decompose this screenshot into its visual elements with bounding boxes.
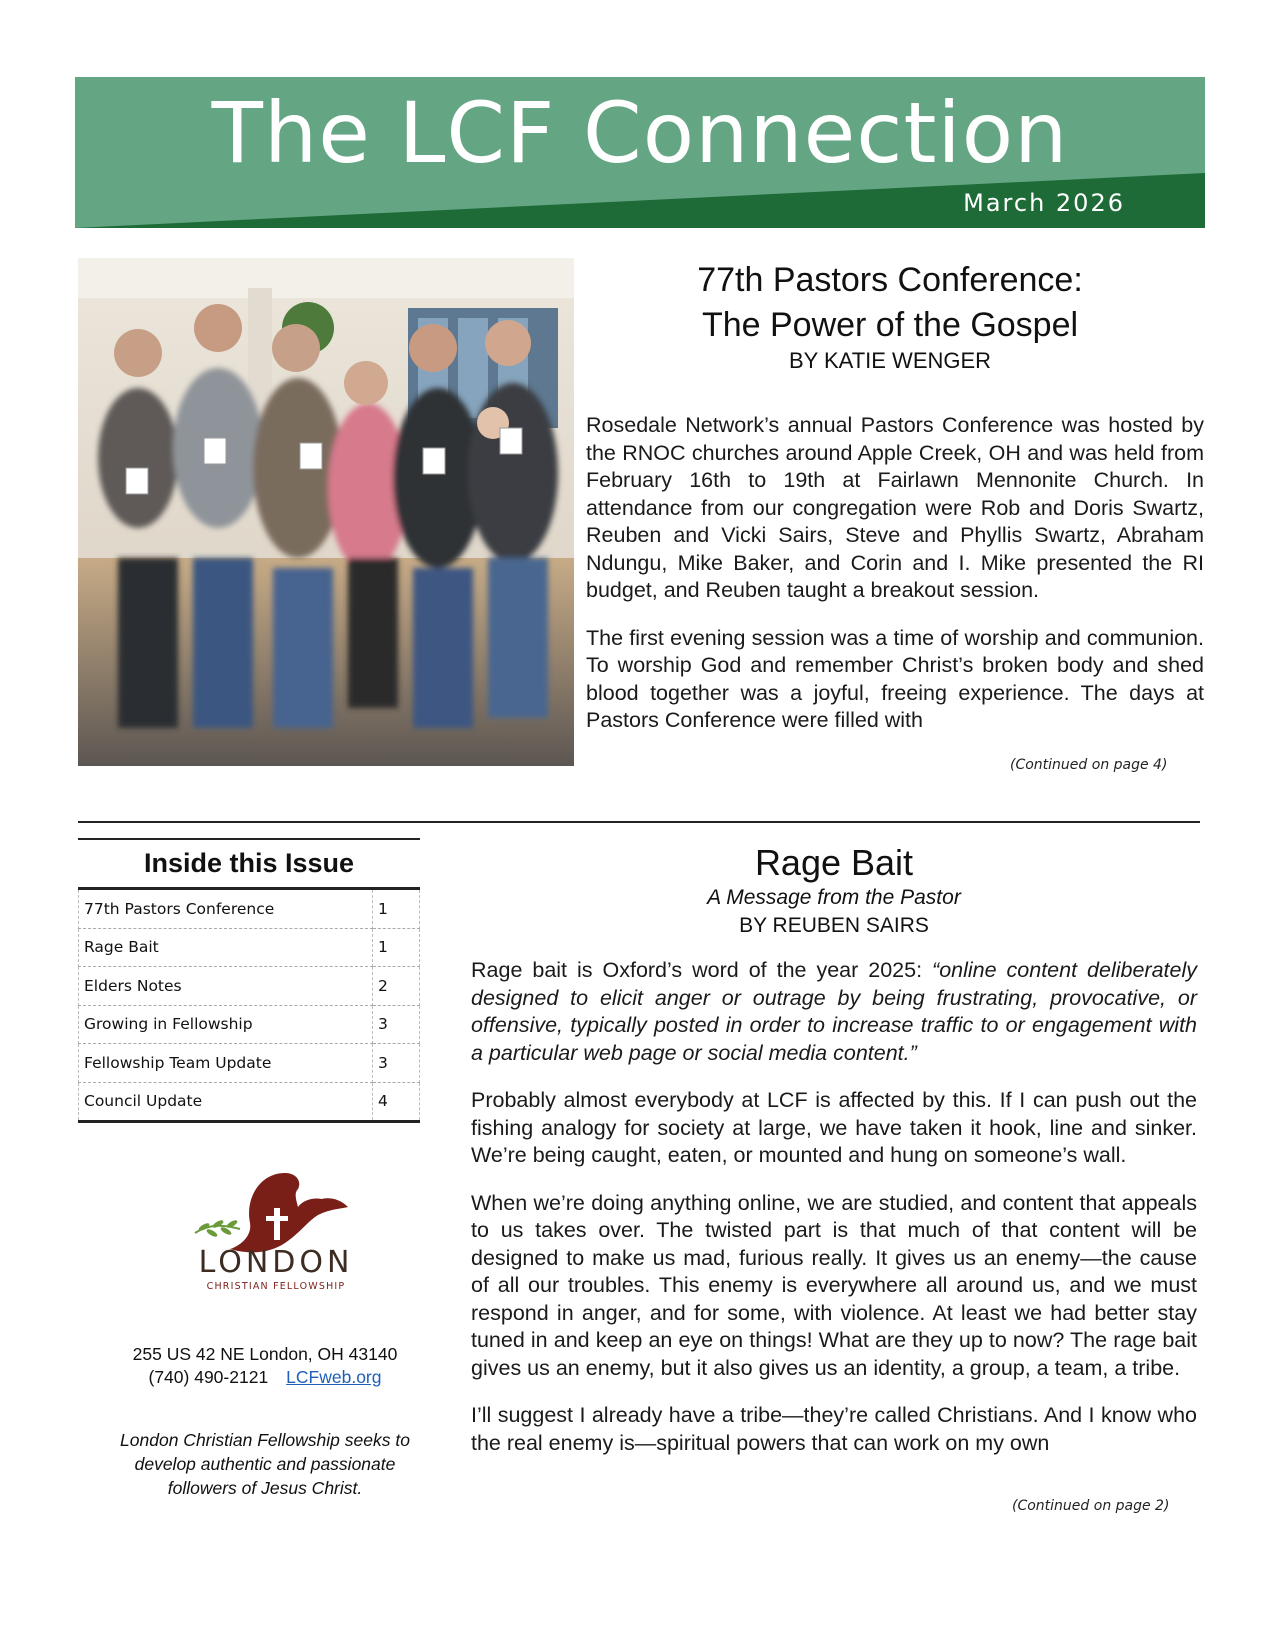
conference-group-photo [78, 258, 574, 766]
toc-row[interactable] [79, 967, 420, 1006]
article-subtitle: A Message from the Pastor [707, 886, 961, 909]
continued-note: (Continued on page 2) [1012, 1498, 1170, 1514]
article-paragraph: Rosedale Network’s annual Pastors Conference was hosted by the RNOC churches around Apple Creek, OH and was held from February 16th to 19th at Fairlawn Mennonite Church. In attendance from our congregation were Rob and Doris Swartz, Reuben and Vicki Sairs, Steve and Phyllis Swartz, Abraham Ndungu, Mike Baker, and Corin and I. Mike presented the RI budget, and Reuben taught a breakout session. [586, 413, 1204, 602]
toc-row[interactable] [79, 1044, 420, 1083]
article-paragraph: Probably almost everybody at LCF is affected by this. If I can push out the fishing analogy for society at large, we have taken it hook, line and sinker. We’re being caught, eaten, or mounted and hung on someone’s wall. [471, 1088, 1197, 1167]
article-pastors-conference-body [586, 412, 1204, 755]
toc-row[interactable] [79, 890, 420, 928]
toc-title: Inside this Issue [78, 838, 420, 890]
toc-item-page: 3 [373, 1044, 420, 1083]
toc-item-page: 3 [373, 1005, 420, 1044]
toc-row[interactable] [79, 1005, 420, 1044]
mission-statement: London Christian Fellowship seeks to develop authentic and passionate followers of Jesus Christ. [120, 1430, 410, 1498]
phone-number: (740) 490-2121 [148, 1367, 269, 1387]
street-address: 255 US 42 NE London, OH 43140 [132, 1344, 398, 1364]
article-byline: BY KATIE WENGER [788, 348, 992, 373]
continued-note: (Continued on page 4) [1010, 757, 1168, 773]
toc-item-page: 1 [373, 890, 420, 928]
article-paragraph: When we’re doing anything online, we are studied, and content that appeals to us takes over. The twisted part is that much of that content will be designed to make us mad, furious really. It gives us an enemy—the cause of all our troubles. This enemy is everywhere all around us, and we must respond in anger, and for some, with violence. At least we had better stay tuned in and keep an eye on things! What are they up to now? The rage bait gives us an enemy, but it also gives us an identity, a group, a team, a tribe. [471, 1190, 1197, 1380]
inside-this-issue [78, 838, 420, 1123]
toc-row[interactable] [79, 928, 420, 967]
toc-item-page: 4 [373, 1082, 420, 1122]
article-paragraph [471, 957, 1197, 1067]
masthead [75, 77, 1205, 228]
article-title-line2: The Power of the Gospel [701, 306, 1079, 344]
toc-item-label: 77th Pastors Conference [79, 890, 373, 928]
website-link[interactable]: LCFweb.org [286, 1367, 382, 1387]
logo-name: LONDON [198, 1245, 354, 1280]
article-paragraph: The first evening session was a time of worship and communion. To worship God and remember Christ’s broken body and shed blood together was a joyful, freeing experience. The days at Pastors Conference were filled with [586, 625, 1204, 732]
toc-table [78, 890, 420, 1123]
newsletter-title: The LCF Connection [211, 84, 1069, 182]
article-pastors-conference-header [595, 258, 1185, 374]
article-title [595, 258, 1185, 348]
article-paragraph: I’ll suggest I already have a tribe—they’re called Christians. And I know who the real enemy is—spiritual powers that can work on my own [471, 1403, 1197, 1455]
phone-website-line [100, 1366, 430, 1389]
toc-item-label: Fellowship Team Update [79, 1044, 373, 1083]
contact-info [100, 1343, 430, 1389]
logo-wordmark [170, 1245, 382, 1292]
article-byline: BY REUBEN SAIRS [739, 914, 929, 937]
paragraph-lead: Rage bait is Oxford’s word of the year 2025: [471, 958, 933, 982]
issue-date: March 2026 [963, 189, 1125, 217]
toc-row[interactable] [79, 1082, 420, 1122]
article-title: Rage Bait [754, 842, 914, 883]
toc-item-label: Elders Notes [79, 967, 373, 1006]
toc-item-page: 1 [373, 928, 420, 967]
toc-item-label: Council Update [79, 1082, 373, 1122]
article-rage-bait-body [471, 957, 1197, 1477]
toc-item-page: 2 [373, 967, 420, 1006]
logo-tagline: CHRISTIAN FELLOWSHIP [206, 1281, 346, 1292]
article-title-line1: 77th Pastors Conference: [697, 261, 1083, 299]
section-divider [78, 821, 1200, 823]
toc-item-label: Growing in Fellowship [79, 1005, 373, 1044]
toc-item-label: Rage Bait [79, 928, 373, 967]
article-rage-bait-header [470, 842, 1198, 940]
definition-quote: “online content deliberately designed to elicit anger or outrage by being frustrating, provocative, or offensive, typically posted in order to increase traffic to or engagement with a particular web page or social media content.” [471, 958, 1197, 1065]
